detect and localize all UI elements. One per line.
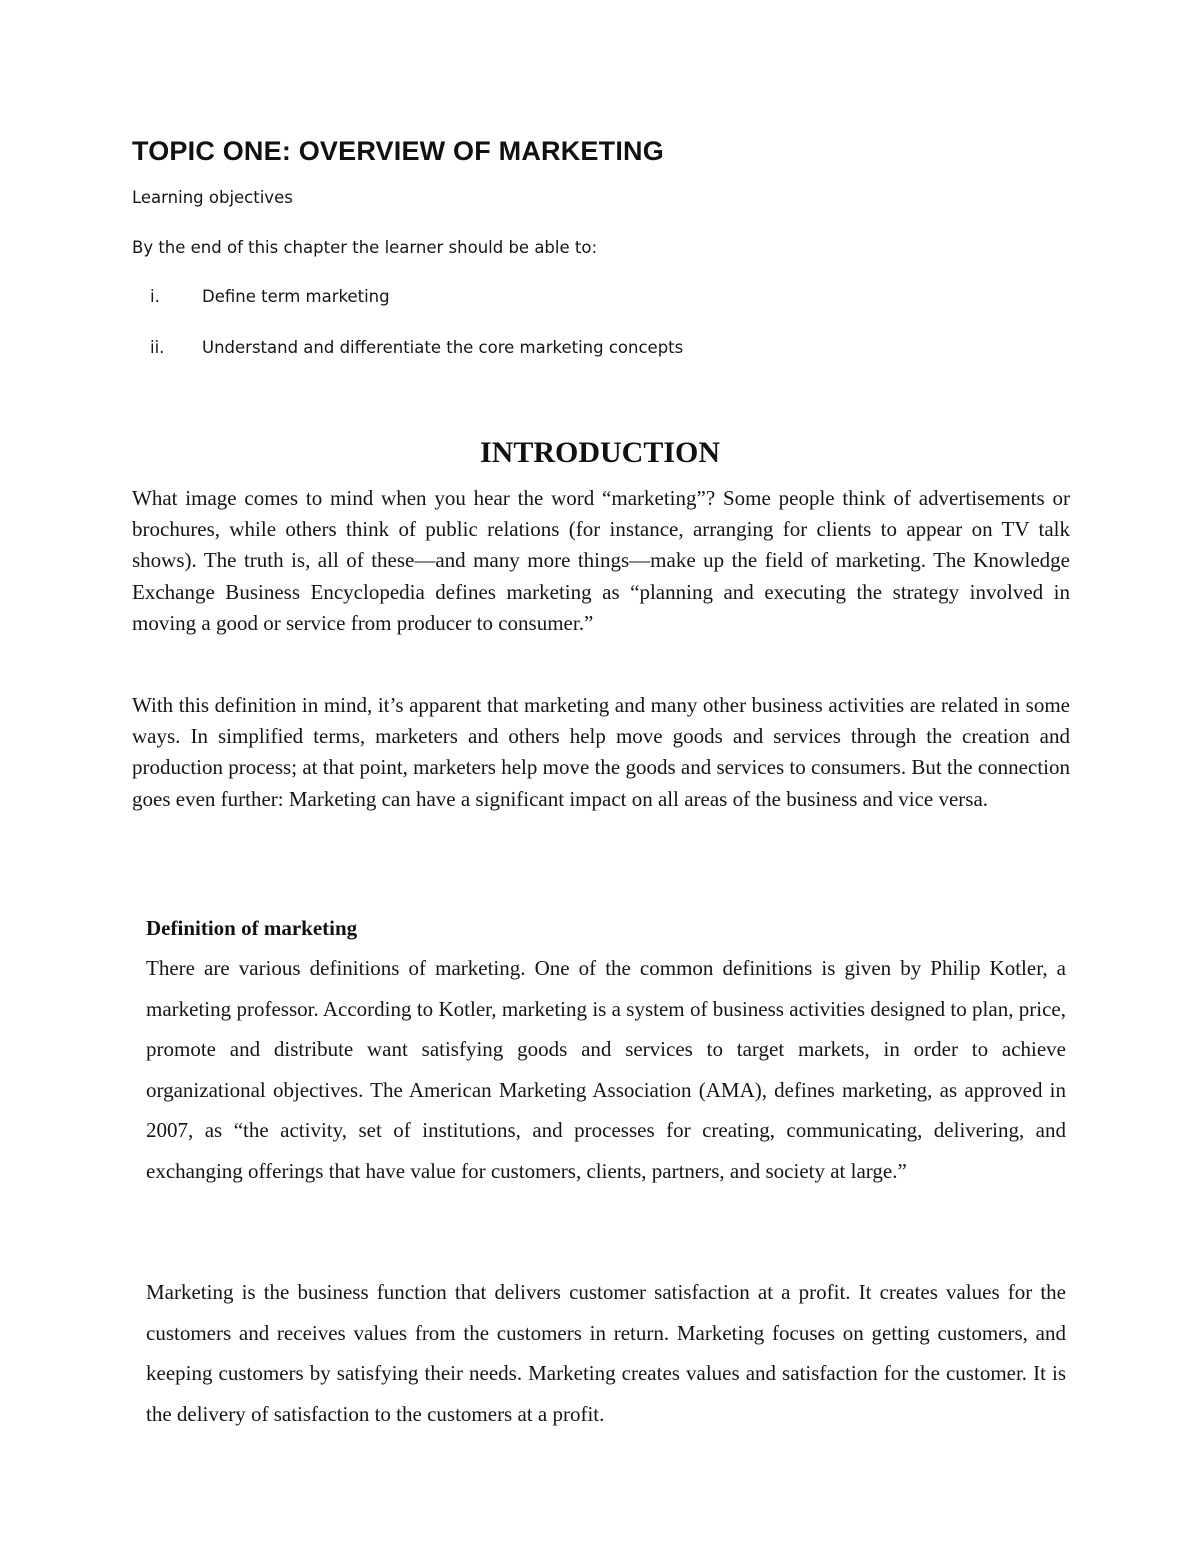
introduction-paragraph-1: What image comes to mind when you hear the word “marketing”? Some people think of advertisements or brochures, while others think of public relations (for instance, arranging for clients to appear on TV talk shows). The truth is, all of these—and many more things—make up the field of marketing. The Knowledge Exchange Business Encyclopedia defines marketing as “planning and executing the strategy involved in moving a good or service from producer to consumer.” <box>132 486 1070 635</box>
objective-text: Define term marketing <box>202 287 390 306</box>
page-title: TOPIC ONE: OVERVIEW OF MARKETING <box>132 136 664 166</box>
introduction-paragraph-2: With this definition in mind, it’s apparent that marketing and many other business activities are related in some ways. In simplified terms, marketers and others help move goods and services through the creation and production process; at that point, marketers help move the goods and services to consumers. But the connection goes even further: Marketing can have a significant impact on all areas of the business and vice versa. <box>132 693 1070 811</box>
learning-objectives-label: Learning objectives <box>132 188 293 207</box>
objectives-intro: By the end of this chapter the learner should be able to: <box>132 238 598 257</box>
objective-numeral: ii. <box>150 338 165 357</box>
objective-numeral: i. <box>150 287 160 306</box>
introduction-heading: INTRODUCTION <box>479 436 721 469</box>
definition-paragraph-1: There are various definitions of marketing. One of the common definitions is given by Philip Kotler, a marketing professor. According to Kotler, marketing is a system of business activities designed to plan, price, promote and distribute want satisfying goods and services to target markets, in order to achieve organizational objectives. The American Marketing Association (AMA), defines marketing, as approved in 2007, as “the activity, set of institutions, and processes for creating, communicating, delivering, and exchanging offerings that have value for customers, clients, partners, and society at large.” <box>146 956 1066 1183</box>
objective-item <box>132 338 832 357</box>
definition-heading: Definition of marketing <box>146 916 358 940</box>
objective-text: Understand and differentiate the core marketing concepts <box>202 338 684 357</box>
definition-paragraph-2: Marketing is the business function that delivers customer satisfaction at a profit. It creates values for the customers and receives values from the customers in return. Marketing focuses on getting customers, and keeping customers by satisfying their needs. Marketing creates values and satisfaction for the customer. It is the delivery of satisfaction to the customers at a profit. <box>146 1280 1066 1426</box>
objective-item <box>132 287 832 306</box>
